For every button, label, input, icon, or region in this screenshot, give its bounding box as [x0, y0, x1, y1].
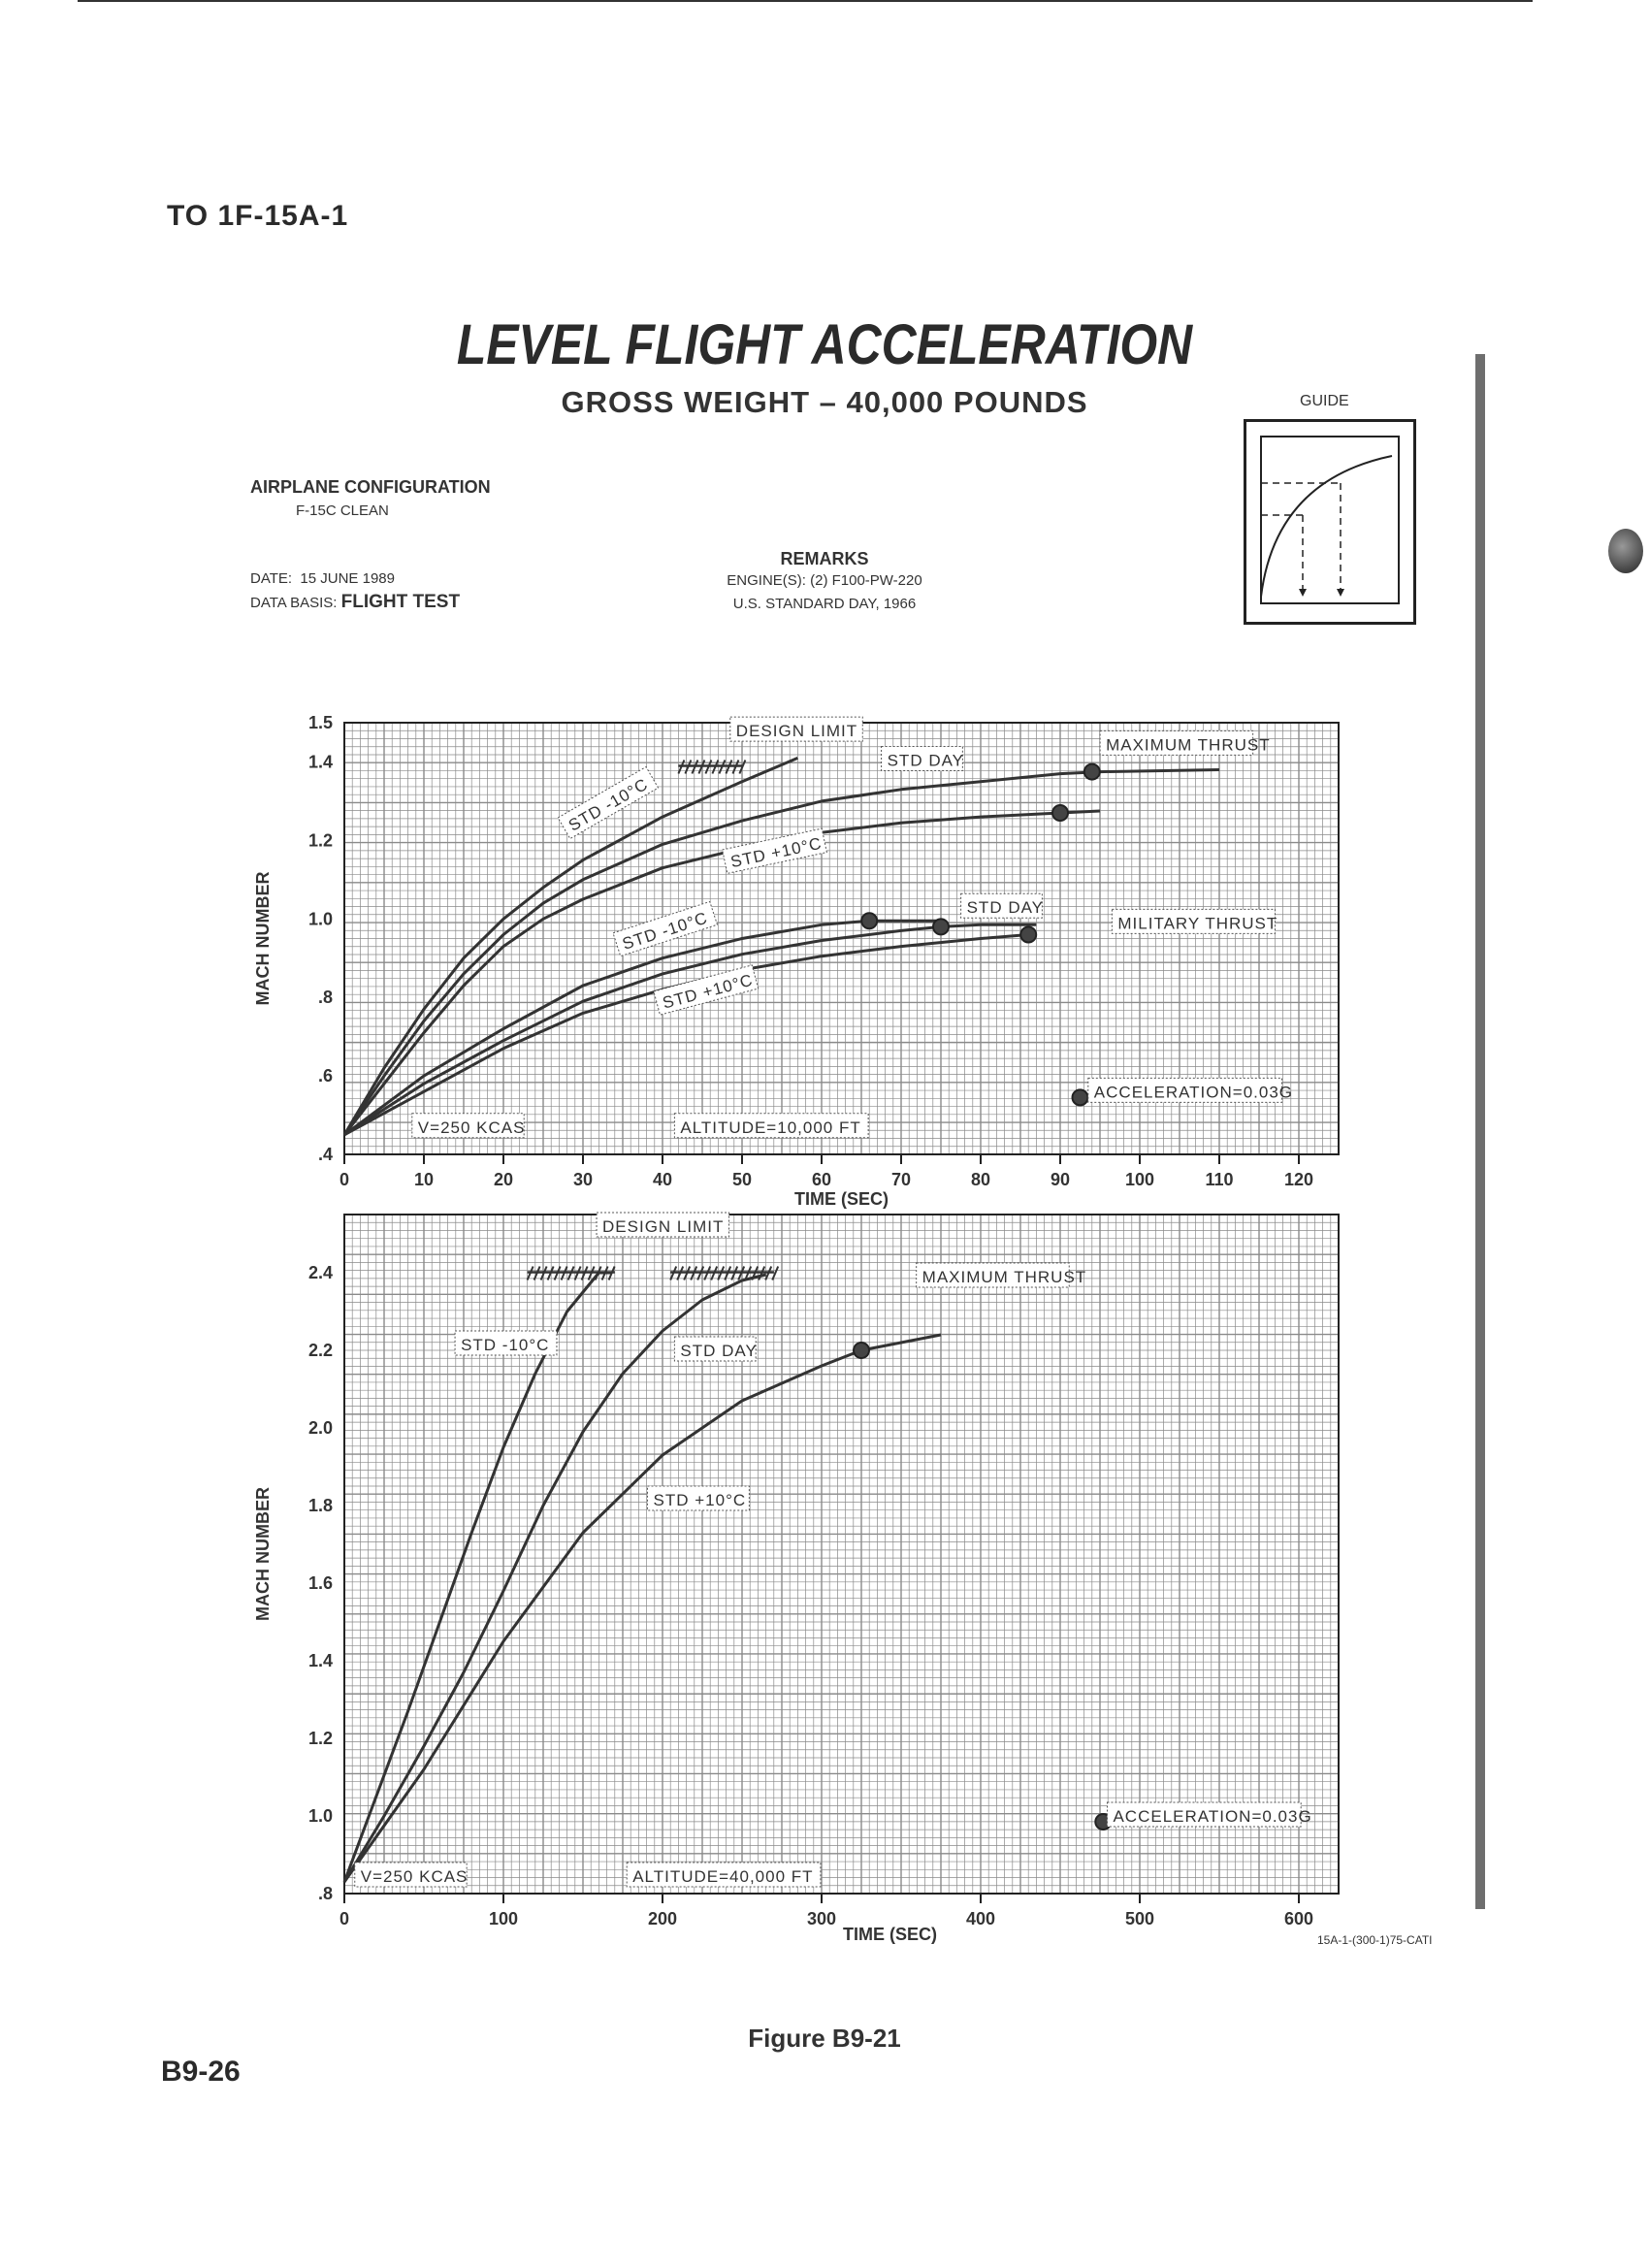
- annotation-text: STD DAY: [680, 1342, 758, 1360]
- x-tick-label: 0: [339, 1909, 350, 1928]
- x-tick-label: 110: [1205, 1170, 1234, 1189]
- y-tick-label: 2.2: [307, 1341, 333, 1360]
- y-tick-label: .8: [317, 1884, 333, 1903]
- acceleration-marker: [1020, 926, 1036, 942]
- annotation-text: ALTITUDE=40,000 FT: [632, 1867, 814, 1886]
- y-tick-label: 1.0: [307, 909, 333, 929]
- x-axis-label: TIME (SEC): [843, 1925, 937, 1944]
- annotation: [412, 1114, 526, 1138]
- grid: [344, 1215, 1339, 1894]
- x-tick-label: 200: [647, 1909, 678, 1928]
- y-tick-label: .6: [317, 1066, 333, 1086]
- plot-frame: [344, 1215, 1339, 1894]
- page-subtitle: GROSS WEIGHT – 40,000 POUNDS: [561, 385, 1088, 419]
- annotation: [961, 893, 1044, 918]
- annotation-text: STD DAY: [966, 898, 1045, 918]
- series-line-maximum-thrust-std-10-c: [344, 1335, 941, 1882]
- acceleration-marker: [861, 913, 877, 928]
- annotation: [648, 1486, 750, 1510]
- annotation-text: MILITARY THRUST: [1117, 914, 1278, 933]
- x-tick-label: 120: [1283, 1170, 1314, 1189]
- y-tick-label: 1.2: [307, 830, 333, 851]
- change-bar: [1475, 354, 1485, 1909]
- remarks-engine: ENGINE(S): (2) F100-PW-220: [727, 572, 922, 589]
- annotation-text: ACCELERATION=0.03G: [1113, 1807, 1312, 1826]
- y-tick-label: .4: [317, 1145, 333, 1164]
- x-tick-label: 500: [1124, 1909, 1155, 1928]
- remarks-heading: REMARKS: [780, 549, 869, 568]
- annotation: [597, 1213, 728, 1237]
- annotation-text: V=250 KCAS: [360, 1867, 469, 1886]
- annotation-text: STD +10°C: [661, 970, 756, 1013]
- figure-caption: Figure B9-21: [748, 2024, 901, 2053]
- annotation-text: MAXIMUM THRUST: [1106, 735, 1271, 755]
- annotation-text: STD DAY: [887, 751, 965, 770]
- annotation: [1112, 909, 1277, 933]
- chart-10000ft: [223, 698, 1387, 1222]
- x-tick-label: 600: [1283, 1909, 1314, 1928]
- y-axis-label: MACH NUMBER: [253, 871, 273, 1006]
- x-tick-label: 70: [890, 1170, 912, 1189]
- x-tick-label: 80: [970, 1170, 991, 1189]
- annotation: [1100, 730, 1271, 755]
- remarks-standard-day: U.S. STANDARD DAY, 1966: [732, 596, 917, 612]
- y-tick-label: 2.4: [307, 1263, 333, 1282]
- acceleration-marker: [854, 1343, 869, 1358]
- x-tick-label: 100: [1124, 1170, 1155, 1189]
- page-title: LEVEL FLIGHT ACCELERATION: [456, 313, 1193, 376]
- binder-hole: [1608, 529, 1643, 573]
- annotation: [1088, 1078, 1293, 1102]
- x-tick-label: 300: [806, 1909, 837, 1928]
- date-line: [250, 570, 395, 587]
- annotation-text: MAXIMUM THRUST: [922, 1268, 1087, 1286]
- annotation: [882, 747, 964, 771]
- annotation-text: V=250 KCAS: [417, 1118, 526, 1137]
- annotation: [917, 1263, 1087, 1287]
- x-tick-label: 100: [488, 1909, 519, 1928]
- annotation: [627, 1863, 821, 1887]
- x-tick-label: 50: [731, 1170, 753, 1189]
- x-tick-label: 90: [1050, 1170, 1071, 1189]
- top-edge-line: [78, 0, 1533, 2]
- data-basis-line: [250, 592, 460, 613]
- y-tick-label: 1.4: [307, 752, 333, 772]
- date-label: DATE:: [250, 570, 293, 587]
- x-tick-label: 10: [413, 1170, 435, 1189]
- annotation-text: DESIGN LIMIT: [735, 722, 858, 741]
- annotation: [1107, 1802, 1311, 1827]
- y-tick-label: 1.8: [307, 1496, 333, 1515]
- x-tick-label: 20: [493, 1170, 514, 1189]
- guide-diagram: [1244, 419, 1416, 625]
- annotation-text: STD -10°C: [565, 774, 652, 835]
- y-tick-label: 1.0: [307, 1806, 333, 1826]
- y-tick-label: 1.4: [307, 1651, 333, 1670]
- annotation-text: STD +10°C: [728, 833, 824, 872]
- x-tick-label: 40: [652, 1170, 673, 1189]
- annotation-text: ACCELERATION=0.03G: [1093, 1083, 1294, 1102]
- x-axis-label: TIME (SEC): [794, 1189, 889, 1209]
- document-id: TO 1F-15A-1: [167, 200, 349, 232]
- annotation-text: DESIGN LIMIT: [602, 1217, 725, 1236]
- annotation: [674, 1337, 757, 1361]
- x-tick-label: 30: [572, 1170, 594, 1189]
- configuration-value: F-15C CLEAN: [296, 502, 389, 519]
- annotation-text: STD +10°C: [653, 1491, 747, 1509]
- legend-marker: [1073, 1089, 1088, 1105]
- configuration-heading: AIRPLANE CONFIGURATION: [250, 477, 491, 497]
- x-tick-label: 0: [339, 1170, 350, 1189]
- x-tick-label: 60: [811, 1170, 832, 1189]
- series-line-military-thrust-std-day: [344, 924, 1036, 1135]
- acceleration-marker: [1052, 805, 1068, 821]
- data-basis-value: FLIGHT TEST: [340, 592, 461, 612]
- page-number: B9-26: [161, 2056, 241, 2088]
- x-tick-label: 400: [965, 1909, 996, 1928]
- annotation: [674, 1114, 868, 1138]
- y-axis-label: MACH NUMBER: [253, 1487, 273, 1621]
- y-tick-label: 1.5: [307, 713, 333, 732]
- annotation: [455, 1331, 557, 1355]
- annotation: [355, 1863, 469, 1887]
- guide-sketch-icon: [1246, 422, 1413, 622]
- annotation: [730, 717, 862, 741]
- y-tick-label: 1.6: [307, 1573, 333, 1593]
- annotation-text: STD -10°C: [620, 908, 711, 954]
- acceleration-marker: [1084, 764, 1100, 780]
- figure-code: 15A-1-(300-1)75-CATI: [1317, 1933, 1433, 1947]
- date-value: 15 JUNE 1989: [300, 570, 395, 587]
- annotation-text: STD -10°C: [461, 1336, 550, 1354]
- y-tick-label: .8: [317, 988, 333, 1008]
- y-tick-label: 1.2: [307, 1729, 333, 1748]
- guide-label: GUIDE: [1300, 393, 1349, 409]
- y-tick-label: 2.0: [307, 1418, 333, 1438]
- chart-40000ft: [223, 1203, 1387, 1950]
- acceleration-marker: [933, 919, 949, 934]
- data-basis-label: DATA BASIS:: [250, 595, 338, 611]
- annotation-text: ALTITUDE=10,000 FT: [680, 1118, 861, 1137]
